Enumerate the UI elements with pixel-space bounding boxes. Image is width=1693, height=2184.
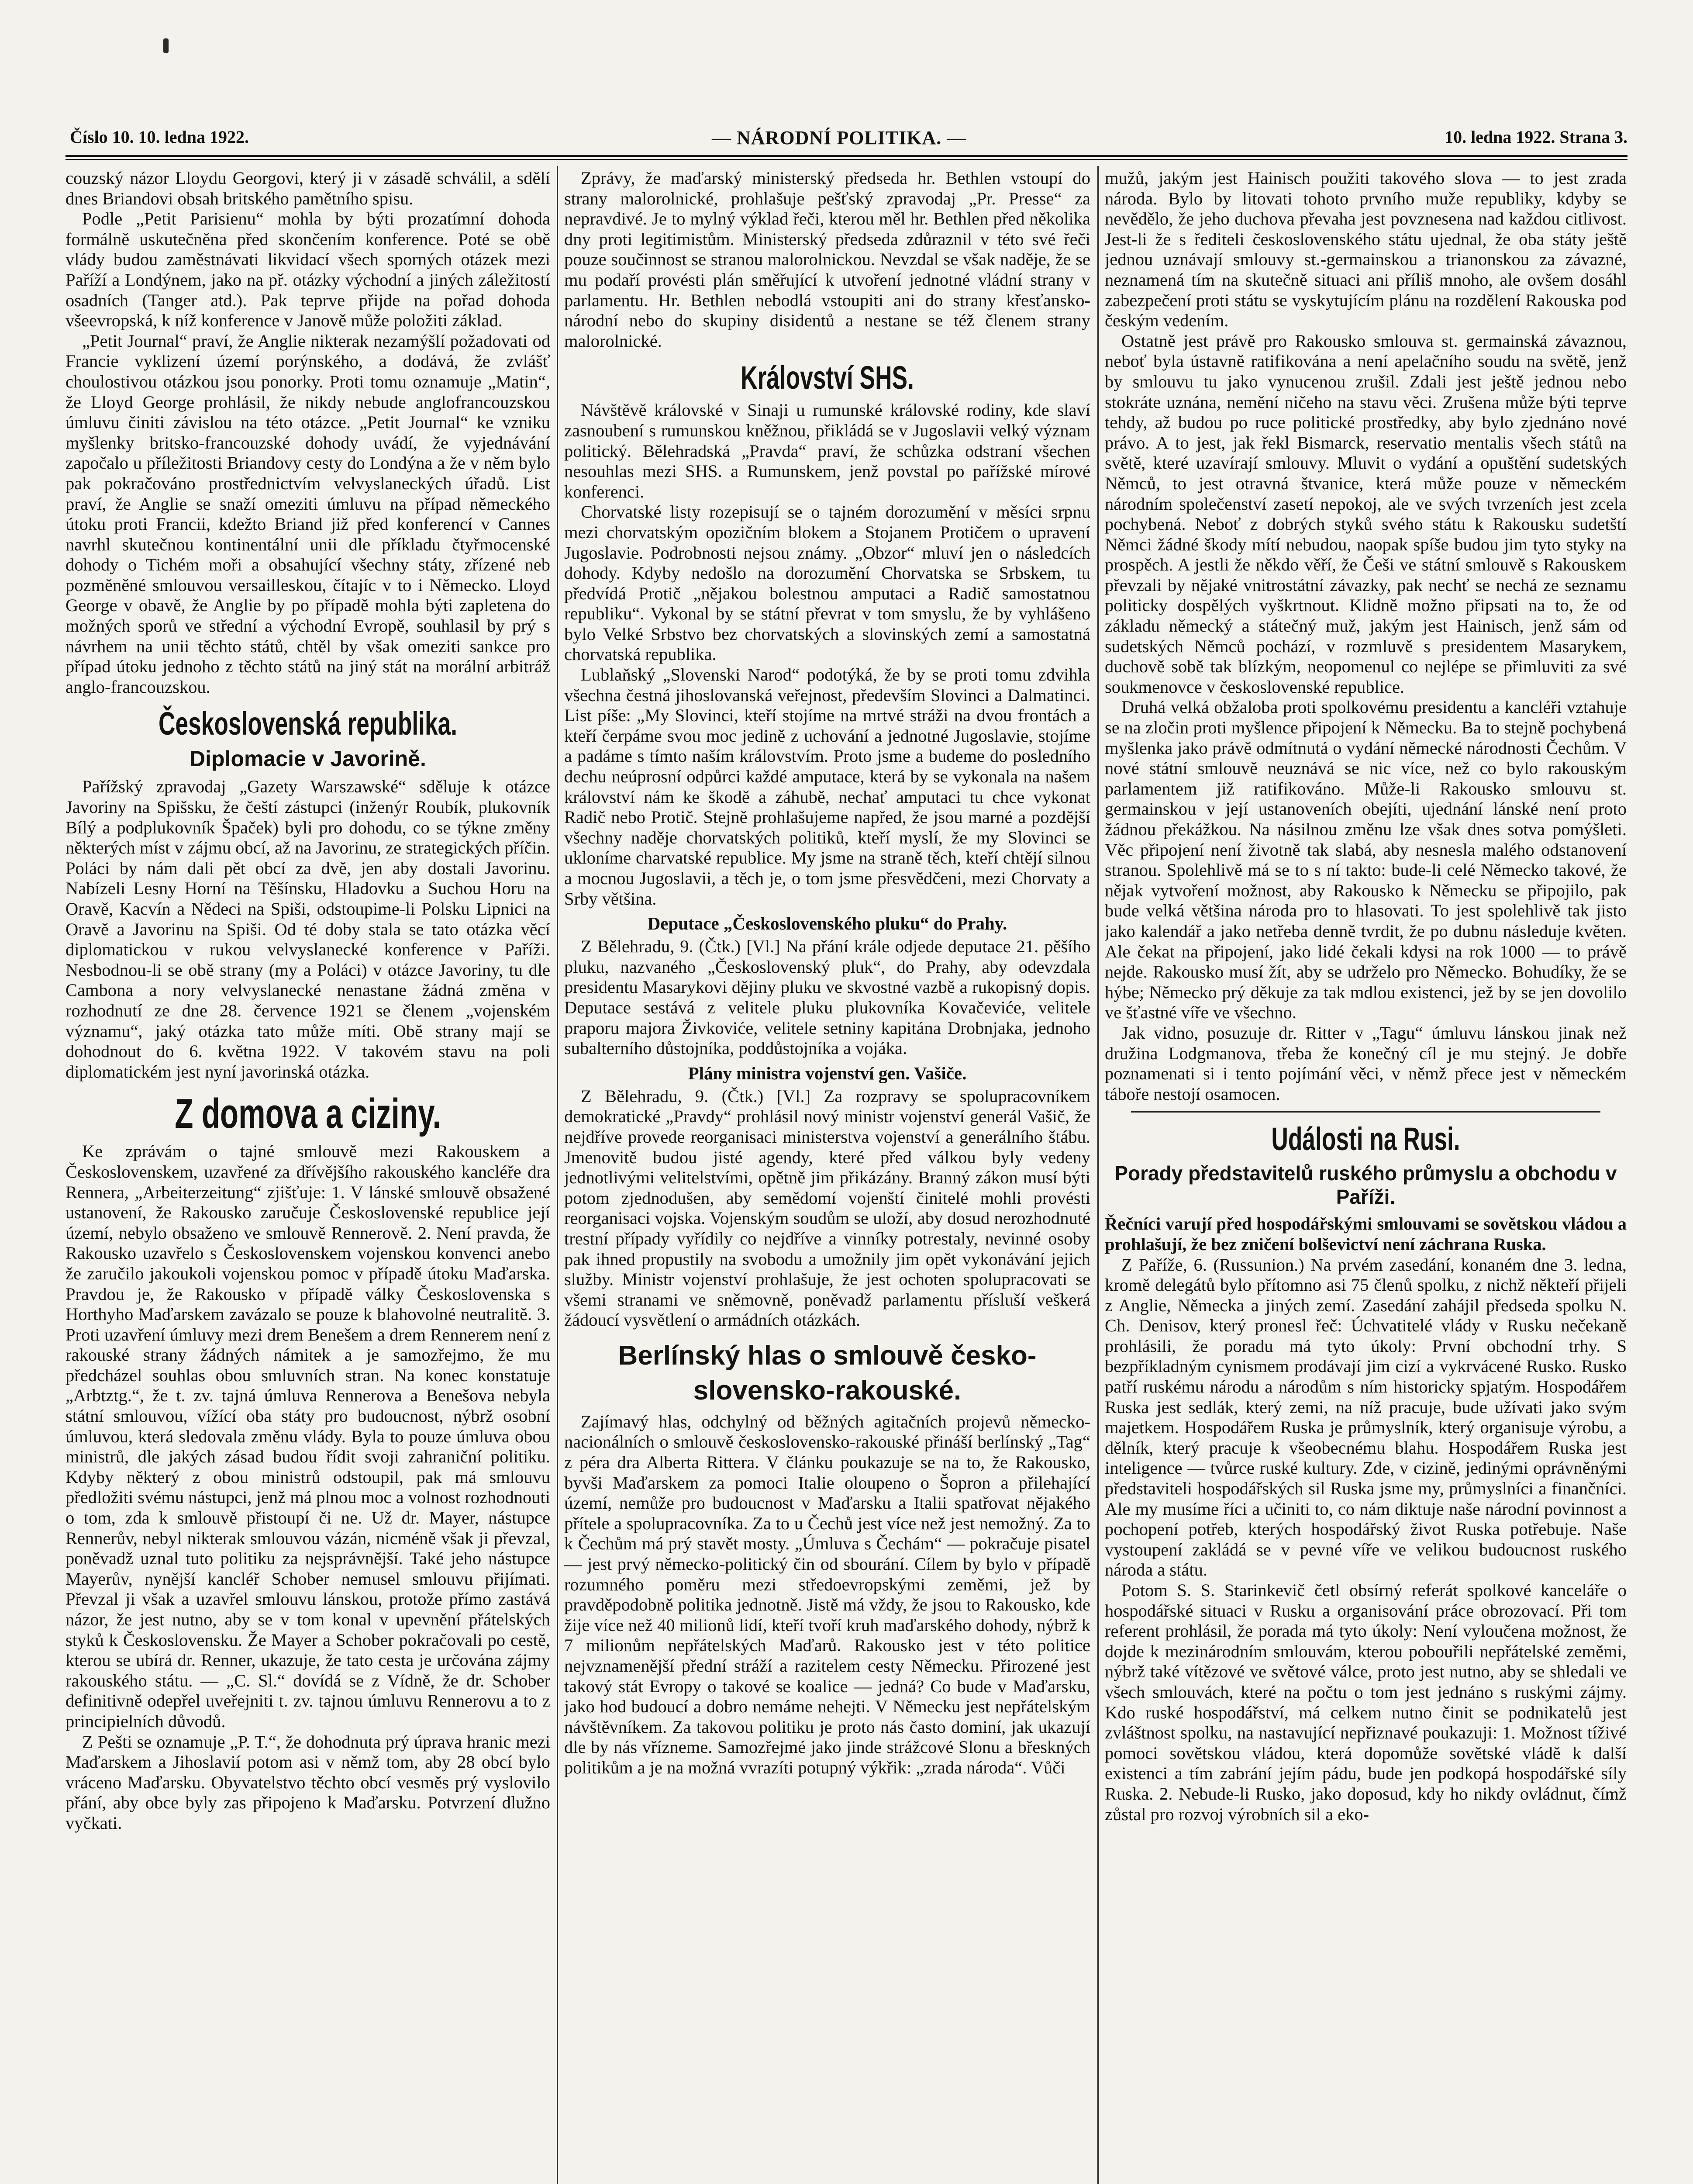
column-divider: [1097, 166, 1099, 2184]
header-rule-thin: [66, 159, 1627, 160]
article-paragraph: Ke zprávám o tajné smlouvě mezi Rakouskem a Československem, uzavřené za dřívějšího rakouského kancléře dra Rennera, „Arbeiterzeitung“ zjišťuje: 1. V lánské smlouvě obsažené ustanovení, že Rakousko zaručuje Československé republice její území, nebylo obsaženo ve smlouvě Rennerově. 2. Není pravda, že Rakousko uzavřelo s Československem vojenskou konvenci anebo že zaručilo jakoukoli vojenskou pomoc v případě útoku Maďarska. Pravdou je, že Rakousko v případě války Československa s Horthyho Maďarskem zavázalo se pouze k blahovolné neutralitě. 3. Proti uzavření úmluvy mezi drem Benešem a drem Rennerem není z rakouské strany žádných námitek a je samozřejmo, že mu předcházel souhlas obou smluvních stran. Na konec konstatuje „Arbtztg.“, že t. zv. tajná úmluva Rennerova a Benešova nebyla státní smlouvou, vížící oba státy pro budoucnost, nýbrž osobní úmluvou, která sledovala změnu vlády. Byla to pouze úmluva obou ministrů, dle jakých zásad budou řídit svoji zahraniční politiku. Kdyby některý z obou ministrů odstoupil, pak má smlouvu předložiti svému nástupci, jenž má plnou moc a volnost rozhodnouti o tom, zda k smlouvě přistoupí či ne. Už dr. Mayer, nástupce Rennerův, nebyl nikterak smlouvou vázán, nicméně však ji převzal, poněvadž uznal tuto politiku za nejsprávnější. Také jeho nástupce Mayerův, nynější kancléř Schober nemusel smlouvu přijímati. Převzal ji však a uzavřel smlouvu lánskou, protože přímo zastává názor, že jest nutno, aby se v tom konal v upevnění přátelských styků k Československu. Že Mayer a Schober pokračovali po cestě, kterou se ubírá dr. Renner, ukazuje, že tato cesta je určována zájmy rakouského státu. — „C. Sl.“ dovídá se z Vídně, že dr. Schober definitivně odepřel uveřejniti t. zv. tajnou úmluvu Rennerovu a to z principielních důvodů.: [66, 1141, 550, 1731]
article-paragraph: Lublaňský „Slovenski Narod“ podotýká, že by se proti tomu zdvihla všechna čestná jihoslovanská veřejnost, především Slovinci a Dalmatinci. List píše: „My Slovinci, kteří stojíme na mrtvé stráži na dvou frontách a kteří čerpáme svou moc jedině z uchování a jednotné Jugoslavie, stojíme a padáme s tímto naším královstvím. Proto jsme a budeme do posledního dechu neúprosní odpůrci každé amputace, která by se vykonala na našem království nám ke škodě a záhubě, nechať amputaci tu chce vykonat Radič nebo Protič. Stejně prohlašujeme napřed, že jsou marné a pozdější všechny naděje chorvatských politiků, kteří myslí, že my Slovinci se ukloníme charvatské republice. My jsme na straně těch, kteří chtějí silnou a mocnou Jugoslavii, a těch je, o tom jsme přesvědčeni, mezi Chorvaty a Srby většina.: [564, 665, 1090, 909]
article-paragraph: Chorvatské listy rozepisují se o tajném dorozumění v měsíci srpnu mezi chorvatským opozičním blokem a Stojanem Protičem o upravení Jugoslavie. Podrobnosti nejsou známy. „Obzor“ mluví jen o následcích dohody. Kdyby nedošlo na dorozumění Chorvatska se Srbskem, tu předvídá Protič „nějakou bolestnou amputaci a Radič samostatnou republiku“. Vykonal by se státní převrat v tom smyslu, že by vyhlášeno bylo Velké Srbstvo bez chorvatských a slovinských zemí a samostatná chorvatská republika.: [564, 502, 1090, 664]
article-lead: Řečníci varují před hospodářskými smlouvami se sovětskou vládou a prohlašují, že bez zničení bolševictví není záchrana Ruska.: [1105, 1214, 1627, 1254]
column-divider: [557, 166, 558, 2184]
header-left: Číslo 10. 10. ledna 1922.: [70, 127, 249, 147]
section-separator: [1131, 1111, 1600, 1113]
section-heading: Události na Rusi.: [1271, 1121, 1460, 1158]
column-2: [564, 168, 1090, 2184]
article-paragraph: Zprávy, že maďarský ministerský předseda hr. Bethlen vstoupí do strany malorolnické, prohlašuje pešťský zpravodaj „Pr. Presse“ za nepravdivé. Je to mylný výklad řeči, kterou měl hr. Bethlen před několika dny proti legitimistům. Ministerský předseda zdůraznil v této své řeči pouze součinnost se stranou malorolnickou. Nevzdal se však naděje, že se mu podaří provésti plán směřující k utvoření jednotné vládní strany v parlamentu. Hr. Bethlen nebodlá vstoupiti ani do strany křesťansko-národní nebo do skupiny disidentů a nestane se též členem strany malorolnické.: [564, 168, 1090, 351]
article-paragraph: Jak vidno, posuzuje dr. Ritter v „Tagu“ úmluvu lánskou jinak než družina Lodgmanova, třeba že konečný cíl je mu stejný. Je dobře poznamenati si i tento pojímání věci, v němž přece jest v německém táboře nestojí osamocen.: [1105, 1023, 1627, 1104]
article-paragraph: Z Pešti se oznamuje „P. T.“, že dohodnuta prý úprava hranic mezi Maďarskem a Jihoslavií potom asi v němž tom, aby 28 obcí bylo vráceno Maďarsku. Obyvatelstvo těchto obcí vesměs prý vyslovilo přání, aby obce byly zas připojeno k Maďarsku. Potvrzení dlužno vyčkati.: [66, 1731, 550, 1833]
page-mark: [163, 38, 169, 53]
page-header: [66, 127, 1627, 157]
article-paragraph: Z Bělehradu, 9. (Čtk.) [Vl.] Na přání krále odjede deputace 21. pěšího pluku, nazvaného „Československý pluk“, do Prahy, aby odevzdala presidentu Masarykovi dějiny pluku ve skvostné vazbě a rukopisný dopis. Deputace sestává z velitele pluku plukovníka Kovačeviće, velitele praporu majora Živkoviće, velitele setniny kapitána Drobnjaka, jednoho subalterního důstojníka, poddůstojníka a vojáka.: [564, 936, 1090, 1058]
header-rule: [66, 155, 1627, 157]
article-paragraph: „Petit Journal“ praví, že Anglie nikterak nezamýšlí požadovati od Francie vyklizení území porýnského, a dodává, že zvlášť choulostivou otázkou jsou ponorky. Proti tomu oznamuje „Matin“, že Lloyd George prohlásil, že nikdy nebude anglofrancouzskou úmluvu činiti závislou na této otázce. „Petit Journal“ ke vzniku myšlenky britsko-francouzské dohody uvádí, že vyjednávání započalo u příležitosti Briandovy cesty do Londýna a že v něm bylo pak pokračováno prostřednictvím velvyslaneckých úřadů. List praví, že Anglie se snaží omeziti úmluvu na případ německého útoku proti Francii, kdežto Briand již před konferencí v Cannes navrhl skutečnou kontinentální unii dle příkladu čtyřmocenské dohody o Tichém moři a obsahující všechny státy, zřízené neb pozměněné smlouvou versailleskou, čítajíc v to i Německo. Lloyd George v obavě, že Anglie by po případě mohla býti zapletena do možných sporů ve střední a východní Evropě, souhlasil by prý s návrhem na unii těchto států, chtěl by však omeziti sankce pro případ útoku jednoho z těchto států na jiný stát na morální arbitráž anglo-francouzskou.: [66, 331, 550, 697]
article-paragraph: Druhá velká obžaloba proti spolkovému presidentu a kancléři vztahuje se na zločin proti myšlence připojení k Německu. Ba to stejně pochybená myšlenka jako právě odmítnutá o vydání německé národnosti Čechům. V nové státní smlouvě neuznává se nic více, než co bylo rakouským parlamentem již ratifikováno. Může-li Rakousko smlouvu st. germainskou v její ustanoveních obejíti, ujednání lánské není proto žádnou překážkou. Na násilnou změnu lze však dnes sotva pomýšleti. Věc připojení není životně tak slabá, aby nesnesla malého odstanovení stranou. Spolehlivě má se to s ní takto: bude-li celé Německo takové, že nějak vytvoření možnost, aby Rakousko k Německu se připojilo, pak bude velká většina národa pro to hlasovati. To jest spolehlivě tak jisto jako kalendář a jako netřeba denně tvrdit, že po dubnu následuje květen. Ale čekat na připojení, jako lidé čekali kdysi na rok 1000 — to právě nejde. Rakousko musí žít, aby se udrželo pro Německo. Bohudíky, že se hýbe; Německo prý děkuje za tak mdlou existenci, jež by se jen dovolilo ve šťastné víře ve všechno.: [1105, 697, 1627, 1023]
section-heading: Království SHS.: [741, 359, 914, 396]
article-paragraph: Z Bělehradu, 9. (Čtk.) [Vl.] Za rozpravy se spolupracovníkem demokratické „Pravdy“ prohlásil nový ministr vojenství generál Vašič, že nejdříve provede reorganisaci ministerstva vojenství a generálního štábu. Jmenovitě budou jisté agendy, které před válkou byly vedeny jednotlivými velitelstvími, opětně jim přikázány. Branný zákon musí býti potom zjednodušen, aby semědomí vojenští činitelé mohli provésti reorganisaci vojska. Vojenským soudům se uloží, aby dosud nerozhodnuté trestní případy vyřídily co nejdříve a vinníky potrestaly, nevinné osoby pak ihned propustily na svobodu a umožnily jim opět vykonávání jejich služby. Ministr vojenství prohlašuje, že jest ochoten spolupracovati se všemi stranami ve sněmovně, poněvadž parlamentu přísluší veškerá žádoucí vysvětlení o armádních otázkách.: [564, 1086, 1090, 1330]
article-heading: Deputace „Československého pluku“ do Prahy.: [647, 913, 1007, 934]
article-paragraph: Pařížský zpravodaj „Gazety Warszawské“ sděluje k otázce Javoriny na Spišsku, že čeští zástupci (inženýr Roubík, plukovník Bílý a podplukovník Špaček) byli pro dohodu, co se týkne změny některých míst v zájmu obcí, až na Javorinu, ze strategických příčin. Poláci by nám dali pět obcí za dvě, jen aby dostali Javorinu. Nabízeli Lesny Horní na Těšínsku, Hladovku a Suchou Horu na Oravě, Kacvín a Nědeci na Spiši, odstoupime-li Polsku Lipnici na Oravě a Javorinu na Spiši. Od té doby stala se tato otázka věcí diplomatickou v rukou velvyslanecké konference v Paříži. Nesbodnou-li se obě strany (my a Poláci) v otázce Javoriny, tu dle Cambona a nory velvyslanecké nenastane žádná změna v rozhodnutí ze dne 28. července 1921 se členem „vojenském významu“, jaký otázka tato může míti. Obě strany mají se dohodnout do 6. května 1922. V takovém stavu na poli diplomatickém jest nyní javorinská otázka.: [66, 777, 550, 1082]
column-1: [66, 168, 550, 2184]
header-right: 10. ledna 1922. Strana 3.: [1445, 127, 1627, 147]
article-paragraph: couzský názor Lloydu Georgovi, který ji v zásadě schválil, a sdělí dnes Briandovi obsah britského pamětního spisu.: [66, 168, 550, 208]
article-paragraph: Návštěvě královské v Sinaji u rumunské královské rodiny, kde slaví zasnoubení s rumunskou kněžnou, přikládá se v Jugoslavii velký význam politický. Bělehradská „Pravda“ praví, že schůzka odstraní všechen nesouhlas mezi SHS. a Rumunskem, jenž povstal po pařížské mírové konferenci.: [564, 400, 1090, 501]
article-heading: Porady představitelů ruského průmyslu a obchodu v Paříži.: [1114, 1162, 1617, 1209]
article-heading: Diplomacie v Javorině.: [190, 746, 426, 771]
article-paragraph: Z Paříže, 6. (Russunion.) Na prvém zasedání, konaném dne 3. ledna, kromě delegátů bylo přítomno asi 75 členů spolku, z nichž někteří přijeli z Anglie, Německa a jiných zemí. Zasedání zahájil předseda spolku N. Ch. Denisov, který pronesl řeč: Úchvatitelé vlády v Rusku nečekaně prohlásili, že poradu má tyto úkoly: První obchodní trhy. S bezpříkladným cynismem prodávají jim cizí a vykrvácené Rusko. Rusko patří ruskému národu a národům s ním historicky spjatým. Hospodářem Ruska jest sedlák, který zemi, na níž pracuje, bude užívati jako svým majetkem. Hospodářem Ruska je průmyslník, který organisuje výrobu, a dělník, který pracuje k všeobecnému blahu. Hospodářem Ruska jest inteligence — tvůrce ruské kultury. Zde, v cizině, jedinými oprávněnými představiteli hospodářských sil Ruska jsme my, průmyslníci a finančníci. Ale my musíme říci a učiniti to, co nám diktuje naše národní povinnost a pochopení potřeb, kterých hospodářský život Ruska potřebuje. Naše vystoupení zakládá se v pevné víře ve velikou budoucnost ruského národa a státu.: [1105, 1254, 1627, 1580]
header-title: — NÁRODNÍ POLITIKA. —: [712, 127, 967, 149]
article-paragraph: Potom S. S. Starinkevič četl obsírný referát spolkové kanceláře o hospodářské situaci v Rusku a organisování práce obrozovací. Při tom referent prohlásil, že porada má tyto úkoly: Není vyloučena možnost, že dojde k mezinárodním smlouvám, kterou pobouřili nepřátelské zeměmi, nýbrž také vítězové ve světové válce, proto jest nutno, aby se shledali ve všech smlouvách, které na počtu o tom jest jednáno s ruskými zájmy. Kdo ruské hospodářství, má celkem nutno činit se podnikatelů jest zvláštnost spolku, na nastavující nepřiznavé poukazuji: 1. Možnost tíživé pomoci sovětskou vládou, která dopomůže sovětské vládě k další existenci a tím zabrání jejím pádu, bude jen podkopá hospodářské síly Ruska. 2. Nebude-li Rusko, jako doposud, kdy ho nikdy ovládnut, čímž zůstal pro rozvoj výrobních sil a eko-: [1105, 1580, 1627, 1824]
article-paragraph: Zajímavý hlas, odchylný od běžných agitačních projevů německo-nacionálních o smlouvě československo-rakouské přináší berlínský „Tag“ z péra dra Alberta Rittera. V článku poukazuje se na to, že Rakousko, byvši Maďarskem za pomoci Italie oloupeno o Šopron a přilehající území, nemůže pro budoucnost v Maďarsku a Italii spatřovat nějakého přítele a spolupracovníka. Za to u Čechů jest více než jest nemožný. Za to k Čechům má prý stavět mosty. „Úmluva s Čechám“ — pokračuje pisatel — jest prvý německo-politický čin od sbourání. Cílem by bylo v případě rozumného poměru mezi středoevropskými zeměmi, jež by pravděpodobně politika jednotně. Jistě má vždy, že jsou to Rakousko, kde žije více než 40 milionů lidí, kteří tvoří kruh maďarského dohody, nýbrž k 7 milionům nepřátelských Maďarů. Rakousko jest v této politice nejvznamenější přední stráží a razitelem cesty Německu. Přirozené jest takový stát Evropy o takové se koalice — jedná? Co bude v Maďarsku, jako hod budoucí a dobro nemáme nehejti. V Německu jest nepřátelským návštěvníkem. Za takovou politiku je proto nás často dominí, jak ukazují dle by nás vřízneme. Samozřejmé jako jinde strážcové Slonu a břeskných politikům a je na možná vvrazíti potupný výkřik: „zrada národa“. Vůči: [564, 1411, 1090, 1777]
section-heading: Berlínský hlas o smlouvě česko-slovensko-rakouské.: [618, 1340, 1037, 1406]
article-paragraph: Ostatně jest právě pro Rakousko smlouva st. germainská závaznou, neboť byla ústavně ratifikována a není apelačního soudu na světě, jenž by smlouvu tu jako vynucenou zrušil. Zdali jest ještě jednou nebo stokráte uznána, nemění ničeho na stavu věci. Zrušena může býti teprve tehdy, až budou po ruce politické prostředky, aby bylo zjednáno nové právo. A to jest, jak řekl Bismarck, reservatio mentalis všech států na světě, které uzavírají smlouvy. Mluvit o vydání a opuštění sudetských Němců, to jest otravná štvanice, která může pouze v německém národním společenství zasetí nepokoj, ale ve svých tvrzeních jest zcela pochybená. Neboť z dobrých styků svého státu k Rakousku sudetští Němci žádné škody mítí nebudou, naopak spíše budou jim tyto styky na prospěch. A jestli že někdo věří, že Češi ve státní smlouvě s Rakouskem převzali by nějaké vnitrostátní závazky, pak nechť se nechá ze seznamu politicky dospělých vyškrtnout. Klidně možno připsati na to, že od základu německý a státečný muž, jakým jest Hainisch, jenž sám od sudetských Němců pochází, v rozmluvě s presidentem Masarykem, duchově sobě tak blízkým, neopomenul co nejlépe se přimluviti za své soukmenovce v československé republice.: [1105, 331, 1627, 697]
column-3: [1105, 168, 1627, 2184]
article-heading: Plány ministra vojenství gen. Vašiče.: [688, 1063, 967, 1083]
section-heading: Československá republika.: [158, 705, 458, 742]
article-paragraph: Podle „Petit Parisienu“ mohla by býti prozatímní dohoda formálně uskutečněna před skončením konference. Poté se obě vlády budou zaměstnávati likvidací všech sporných otázek mezi Paříží a Londýnem, jako na př. otázky východní a jiných záležitostí osadních (Tanger atd.). Pak teprve přijde na pořad dohoda všeevropská, k níž konference v Janově může položiti základ.: [66, 209, 550, 331]
article-paragraph: mužů, jakým jest Hainisch použiti takového slova — to jest zrada národa. Bylo by litovati tohoto prvního muže republiky, kdyby se nevědělo, že jeho duchova převaha jest povznesena nad každou citlivost. Jest-li že s řediteli československého státu ujednal, že oba státy ještě jednou uznávají smlouvy st.-germainskou a trianonskou za závazné, neznamená tím na skutečně situaci ani příliš mnoho, ale ovšem dosáhl zabezpečení proti státu se vyskytujícím plánu na rozdělení Rakouska pod českým vedením.: [1105, 168, 1627, 331]
section-heading: Z domova a ciziny.: [175, 1090, 441, 1137]
